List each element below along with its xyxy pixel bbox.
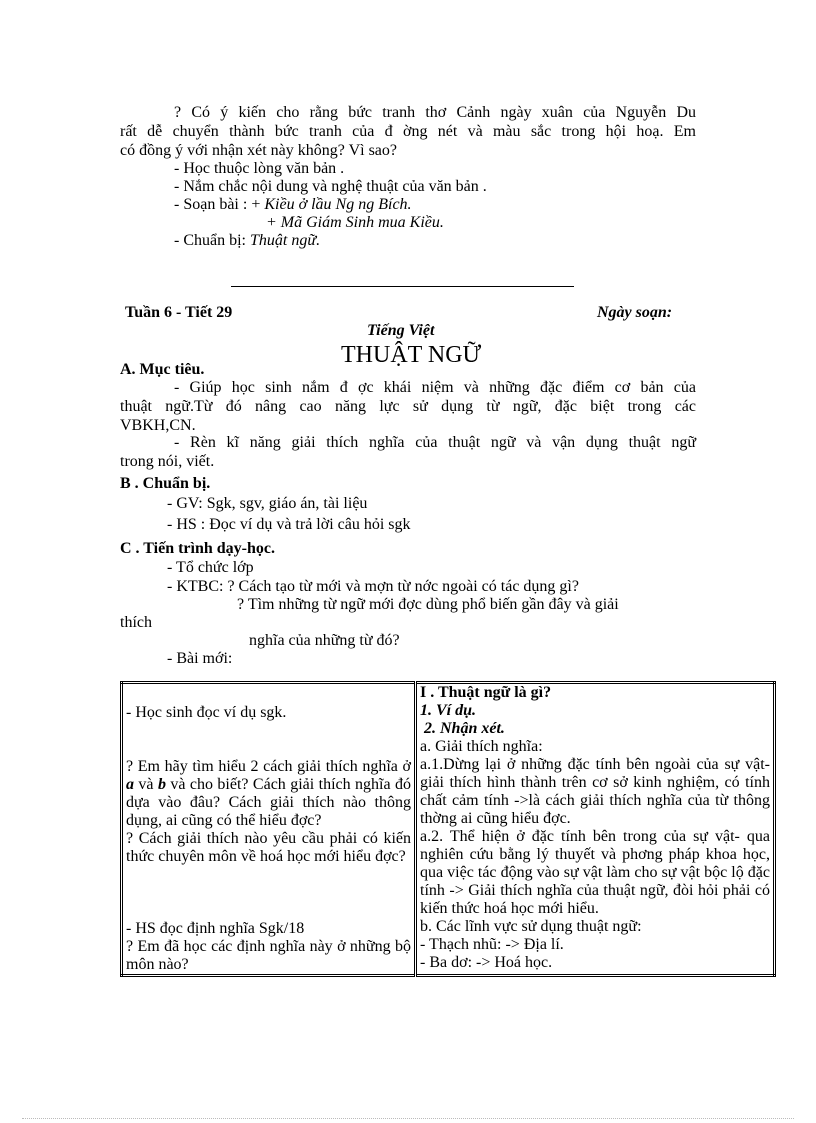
section-c-line-2: - KTBC: ? Cách tạo từ mới và mợn từ nớc ngoài có tác dụng gì?	[167, 578, 579, 595]
left-step-2: - HS đọc định nghĩa Sgk/18	[126, 920, 305, 937]
left-question-3: ? Em đã học các định nghĩa này ở những bộ môn nào?	[126, 938, 411, 973]
section-a-line-3: VBKH,CN.	[120, 417, 196, 434]
subject-label: Tiếng Việt	[367, 322, 435, 339]
teacher-activity-column	[122, 683, 416, 976]
right-item-b2: - Ba dơ: -> Hoá học.	[420, 954, 553, 971]
homework-item-3-title: Kiều ở lầu Ng ng Bích.	[264, 196, 412, 213]
section-a-line-5: trong nói, viết.	[120, 453, 215, 470]
page-title: THUẬT NGỮ	[341, 342, 482, 368]
section-a-line-2: thuật ngữ.Từ đó nâng cao năng lực sử dụng từ ngữ, đặc biệt trong các	[120, 398, 696, 415]
question-line-1: ? Có ý kiến cho rằng bức tranh thơ Cảnh ngày xuân của Nguyễn Du	[174, 104, 696, 121]
homework-item-1: - Học thuộc lòng văn bản .	[174, 160, 345, 177]
homework-item-3-prefix: - Soạn bài : +	[174, 196, 265, 213]
table-row	[122, 683, 775, 976]
separator-rule	[231, 286, 574, 287]
section-c-line-4: thích	[120, 614, 152, 631]
homework-item-2: - Nắm chắc nội dung và nghệ thuật của văn bản .	[174, 178, 487, 195]
page-footer-rule	[22, 1118, 794, 1119]
homework-item-4: + Mã Giám Sinh mua Kiều.	[266, 214, 444, 231]
left-question-1-letter-a: a	[126, 776, 134, 793]
question-line-3: có đồng ý với nhận xét này không? Vì sao?	[120, 142, 397, 159]
section-c-heading: C . Tiến trình dạy-học.	[120, 540, 275, 557]
left-question-1	[126, 758, 411, 830]
section-b-student: - HS : Đọc ví dụ và trả lời câu hỏi sgk	[167, 516, 411, 533]
left-question-1-and: và	[134, 776, 158, 793]
homework-item-5-title: Thuật ngữ.	[250, 232, 321, 249]
right-item-a: a. Giải thích nghĩa:	[420, 738, 543, 755]
section-a-heading: A. Mục tiêu.	[120, 361, 205, 378]
section-c-line-6: - Bài mới:	[167, 650, 233, 667]
homework-item-5-prefix: - Chuẩn bị:	[174, 232, 250, 249]
week-lesson-label: Tuần 6 - Tiết 29	[125, 304, 233, 321]
section-c-line-3: ? Tìm những từ ngữ mới đợc dùng phổ biến gần đây và giải	[237, 596, 619, 613]
section-b-teacher: - GV: Sgk, sgv, giáo án, tài liệu	[167, 495, 368, 512]
section-c-line-5: nghĩa của những từ đó?	[249, 632, 400, 649]
section-c-line-1: - Tổ chức lớp	[167, 559, 254, 576]
section-a-line-1: - Giúp học sinh nắm đ ợc khái niệm và những đặc điểm cơ bản của	[174, 379, 696, 396]
homework-item-5	[174, 232, 320, 250]
right-item-b: b. Các lĩnh vực sử dụng thuật ngữ:	[420, 918, 642, 935]
content-column	[416, 683, 775, 976]
right-heading-2: 1. Ví dụ.	[420, 702, 477, 719]
lesson-table	[120, 681, 776, 977]
right-heading-1: I . Thuật ngữ là gì?	[420, 684, 552, 701]
question-line-2: rất dễ chuyển thành bức tranh của đ ờng nét và màu sắc trong hội hoạ. Em	[120, 123, 696, 140]
left-step-1: - Học sinh đọc ví dụ sgk.	[126, 704, 287, 721]
homework-item-3	[174, 196, 412, 214]
left-question-1-text: ? Em hãy tìm hiểu 2 cách giải thích nghĩa ở	[126, 758, 411, 775]
right-item-a1: a.1.Dừng lại ở những đặc tính bên ngoài của sự vật- giải thích hình thành trên cơ sở kinh nghiệm, có tính chất cảm tính ->là cách giải thích nghĩa của từ thông thờng ai cũng hiểu đợc.	[420, 756, 770, 827]
right-item-b1: - Thạch nhũ: -> Địa lí.	[420, 936, 564, 953]
section-b-heading: B . Chuẩn bị.	[120, 475, 211, 492]
left-question-2: ? Cách giải thích nào yêu cầu phải có kiến thức chuyên môn về hoá học mới hiểu đợc?	[126, 830, 411, 865]
left-question-1-rest: và cho biết? Cách giải thích nghĩa đó dựa vào đâu? Cách giải thích nào thông dụng, ai cũng có thể hiểu đợc?	[126, 776, 412, 829]
right-heading-3: 2. Nhận xét.	[424, 720, 505, 737]
section-a-line-4: - Rèn kĩ năng giải thích nghĩa của thuật ngữ và vận dụng thuật ngữ	[174, 434, 696, 451]
right-item-a2: a.2. Thể hiện ở đặc tính bên trong của sự vật- qua nghiên cứu bằng lý thuyết và phơng pháp khoa học, qua việc tác động vào sự vật làm cho sự vật bộc lộ đặc tính -> Giải thích nghĩa của thuật ngữ, đòi hỏi phải có kiến thức hoá học mới hiểu.	[420, 828, 770, 917]
date-label: Ngày soạn:	[597, 304, 673, 321]
left-question-1-letter-b: b	[157, 776, 166, 793]
